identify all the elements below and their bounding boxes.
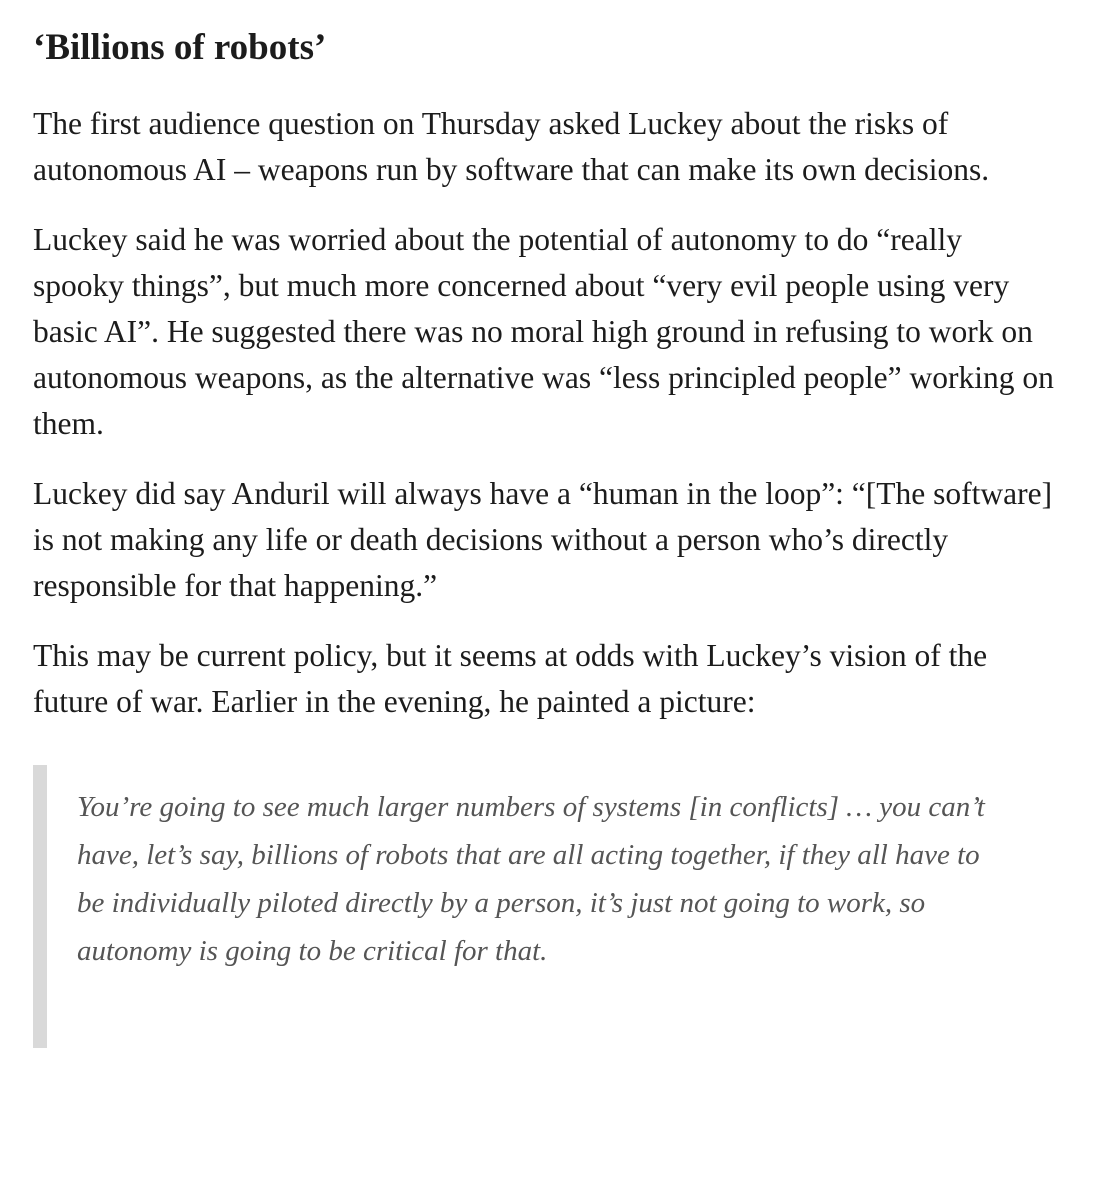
block-quote bbox=[33, 765, 1019, 999]
paragraph-1: The first audience question on Thursday asked Luckey about the risks of autonomous AI – weapons run by software that can make its own decisions. bbox=[33, 106, 990, 187]
paragraph-4: This may be current policy, but it seems at odds with Luckey’s vision of the future of war. Earlier in the evening, he painted a picture: bbox=[33, 638, 988, 719]
paragraph-3: Luckey did say Anduril will always have a “human in the loop”: “[The software] is not making any life or death decisions without a person who’s directly responsible for that happening.” bbox=[33, 476, 1053, 603]
paragraph-2: Luckey said he was worried about the potential of autonomy to do “really spooky things”, but much more concerned about “very evil people using very basic AI”. He suggested there was no moral high ground in refusing to work on autonomous weapons, as the alternative was “less principled people” working on them. bbox=[33, 222, 1054, 441]
quote-rule bbox=[33, 765, 47, 1048]
quote-text: You’re going to see much larger numbers of systems [in conflicts] … you can’t have, let’s say, billions of robots that are all acting together, if they all have to be individually piloted directly by a person, it’s just not going to work, so autonomy is going to be critical for that. bbox=[77, 791, 985, 967]
section-heading: ‘Billions of robots’ bbox=[33, 27, 327, 68]
